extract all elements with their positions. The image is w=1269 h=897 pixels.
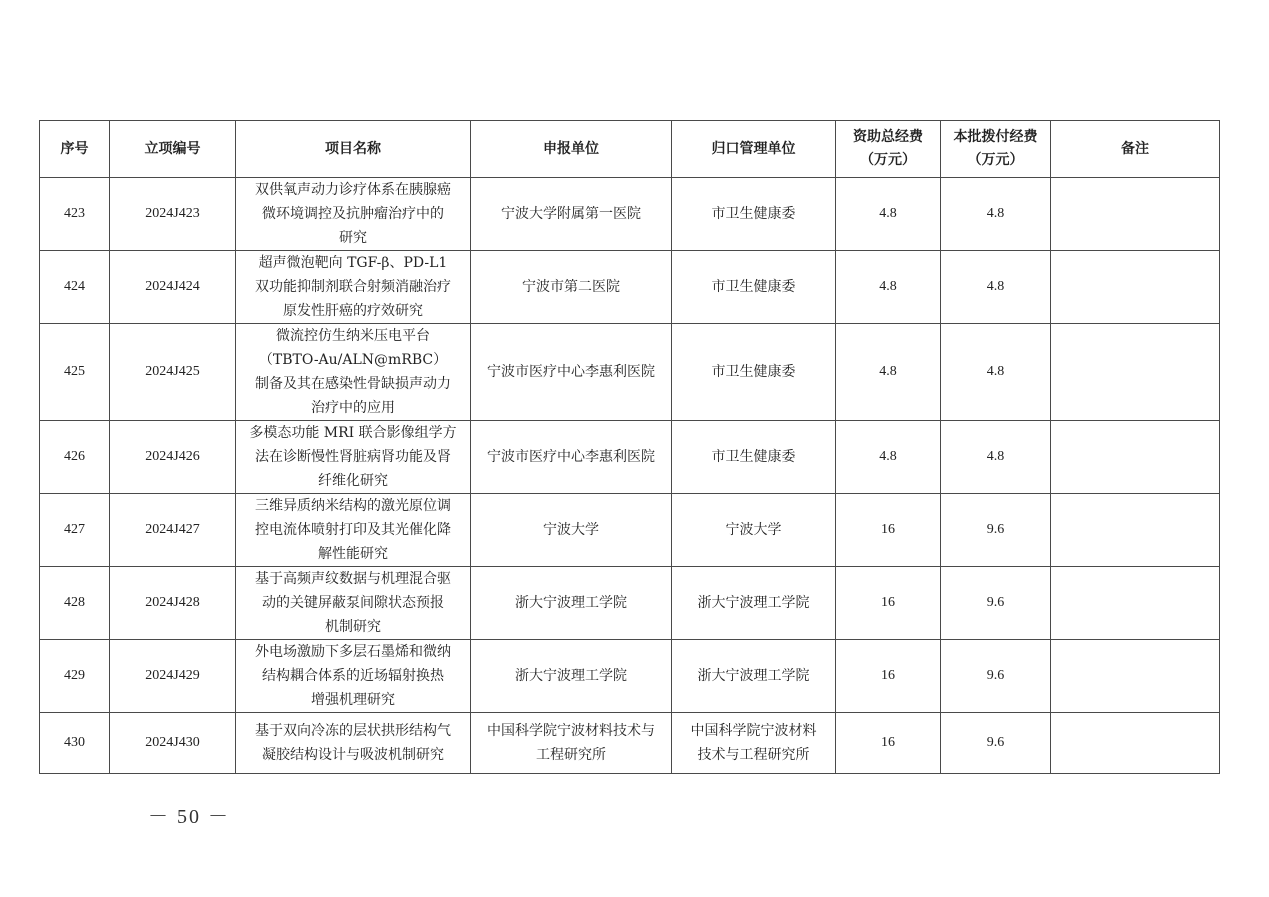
table-row <box>40 713 1220 774</box>
cell-index: 429 <box>40 640 110 713</box>
cell-total-funding: 16 <box>836 494 941 567</box>
cell-project-code: 2024J429 <box>110 640 236 713</box>
cell-project-name-line: 解性能研究 <box>318 546 388 562</box>
cell-batch-funding: 4.8 <box>941 178 1051 251</box>
table-row <box>40 251 1220 324</box>
cell-applicant-line: 宁波大学附属第一医院 <box>501 206 641 222</box>
cell-total-funding: 4.8 <box>836 178 941 251</box>
cell-project-name-line: （TBTO-Au/ALN@mRBC） <box>258 352 448 368</box>
table-row <box>40 567 1220 640</box>
cell-applicant-line: 中国科学院宁波材料技术与 <box>487 723 655 739</box>
cell-applicant-line: 工程研究所 <box>536 747 606 763</box>
header-total-funding-line1: 资助总经费 <box>853 129 923 145</box>
cell-project-name-line: 多模态功能 MRI 联合影像组学方 <box>249 425 457 441</box>
cell-total-funding: 4.8 <box>836 251 941 324</box>
cell-project-name-line: 法在诊断慢性肾脏病肾功能及肾 <box>255 449 451 465</box>
header-remarks: 备注 <box>1051 121 1220 178</box>
cell-admin-unit <box>672 324 836 421</box>
cell-project-code: 2024J423 <box>110 178 236 251</box>
cell-index: 423 <box>40 178 110 251</box>
cell-applicant-line: 宁波市第二医院 <box>522 279 620 295</box>
cell-total-funding: 4.8 <box>836 324 941 421</box>
cell-index: 427 <box>40 494 110 567</box>
cell-project-name <box>236 494 471 567</box>
cell-project-name-line: 微流控仿生纳米压电平台 <box>276 328 430 344</box>
cell-project-name <box>236 567 471 640</box>
cell-applicant-line: 宁波市医疗中心李惠利医院 <box>487 449 655 465</box>
cell-batch-funding: 9.6 <box>941 640 1051 713</box>
cell-admin-unit <box>672 494 836 567</box>
table-row <box>40 640 1220 713</box>
header-batch-funding <box>941 121 1051 178</box>
cell-admin-unit-line: 中国科学院宁波材料 <box>690 723 817 739</box>
cell-admin-unit-line: 浙大宁波理工学院 <box>697 595 810 611</box>
page-number: － 50 － <box>148 806 230 828</box>
cell-project-name <box>236 251 471 324</box>
cell-batch-funding: 9.6 <box>941 713 1051 774</box>
cell-remarks <box>1051 494 1220 567</box>
cell-remarks <box>1051 178 1220 251</box>
cell-batch-funding: 4.8 <box>941 324 1051 421</box>
cell-remarks <box>1051 713 1220 774</box>
cell-applicant <box>471 324 672 421</box>
cell-admin-unit-line: 宁波大学 <box>725 522 782 538</box>
cell-total-funding: 16 <box>836 640 941 713</box>
cell-admin-unit-line: 市卫生健康委 <box>711 364 796 380</box>
cell-project-name-line: 外电场激励下多层石墨烯和微纳 <box>255 644 451 660</box>
cell-applicant-line: 宁波市医疗中心李惠利医院 <box>487 364 655 380</box>
table-header-row <box>40 121 1220 178</box>
header-total-funding-line2: （万元） <box>860 152 916 168</box>
cell-project-name-line: 控电流体喷射打印及其光催化降 <box>255 522 451 538</box>
header-applicant: 申报单位 <box>471 121 672 178</box>
cell-applicant <box>471 421 672 494</box>
cell-applicant <box>471 494 672 567</box>
cell-remarks <box>1051 567 1220 640</box>
cell-project-name-line: 基于高频声纹数据与机理混合驱 <box>255 571 451 587</box>
cell-project-name-line: 纤维化研究 <box>318 473 388 489</box>
cell-admin-unit <box>672 713 836 774</box>
header-index: 序号 <box>40 121 110 178</box>
cell-admin-unit <box>672 251 836 324</box>
cell-applicant-line: 浙大宁波理工学院 <box>515 595 627 611</box>
cell-project-name-line: 微环境调控及抗肿瘤治疗中的 <box>262 206 444 222</box>
cell-batch-funding: 9.6 <box>941 494 1051 567</box>
cell-project-name-line: 超声微泡靶向 TGF-β、PD-L1 <box>258 255 448 271</box>
cell-project-name-line: 双供氧声动力诊疗体系在胰腺癌 <box>255 182 451 198</box>
cell-remarks <box>1051 421 1220 494</box>
cell-total-funding: 4.8 <box>836 421 941 494</box>
cell-project-code: 2024J428 <box>110 567 236 640</box>
cell-applicant-line: 浙大宁波理工学院 <box>515 668 627 684</box>
cell-project-name-line: 双功能抑制剂联合射频消融治疗 <box>255 279 451 295</box>
cell-admin-unit <box>672 567 836 640</box>
cell-admin-unit-line: 市卫生健康委 <box>711 449 796 465</box>
cell-project-name-line: 治疗中的应用 <box>311 400 395 416</box>
cell-project-name-line: 结构耦合体系的近场辐射换热 <box>262 668 444 684</box>
cell-admin-unit <box>672 421 836 494</box>
table-row <box>40 324 1220 421</box>
cell-applicant <box>471 178 672 251</box>
cell-project-name-line: 三维异质纳米结构的激光原位调 <box>255 498 451 514</box>
cell-applicant <box>471 251 672 324</box>
cell-project-name-line: 原发性肝癌的疗效研究 <box>283 303 423 319</box>
cell-admin-unit <box>672 640 836 713</box>
table-row <box>40 178 1220 251</box>
cell-index: 425 <box>40 324 110 421</box>
cell-project-name-line: 增强机理研究 <box>311 692 395 708</box>
cell-project-code: 2024J425 <box>110 324 236 421</box>
cell-project-name <box>236 324 471 421</box>
cell-total-funding: 16 <box>836 567 941 640</box>
cell-remarks <box>1051 324 1220 421</box>
cell-batch-funding: 4.8 <box>941 251 1051 324</box>
cell-project-name-line: 机制研究 <box>325 619 381 635</box>
cell-batch-funding: 9.6 <box>941 567 1051 640</box>
cell-index: 426 <box>40 421 110 494</box>
cell-project-code: 2024J424 <box>110 251 236 324</box>
cell-project-code: 2024J426 <box>110 421 236 494</box>
cell-project-code: 2024J427 <box>110 494 236 567</box>
cell-applicant <box>471 640 672 713</box>
cell-project-code: 2024J430 <box>110 713 236 774</box>
cell-project-name <box>236 640 471 713</box>
cell-index: 424 <box>40 251 110 324</box>
header-total-funding <box>836 121 941 178</box>
table-row <box>40 494 1220 567</box>
header-batch-funding-line2: （万元） <box>967 152 1024 168</box>
cell-index: 428 <box>40 567 110 640</box>
header-project-code: 立项编号 <box>110 121 236 178</box>
cell-project-name <box>236 178 471 251</box>
cell-admin-unit-line: 浙大宁波理工学院 <box>697 668 810 684</box>
cell-admin-unit <box>672 178 836 251</box>
cell-project-name-line: 研究 <box>339 230 367 246</box>
cell-project-name-line: 制备及其在感染性骨缺损声动力 <box>255 376 451 392</box>
cell-admin-unit-line: 市卫生健康委 <box>711 279 796 295</box>
cell-total-funding: 16 <box>836 713 941 774</box>
header-admin-unit: 归口管理单位 <box>672 121 836 178</box>
cell-project-name <box>236 421 471 494</box>
cell-applicant-line: 宁波大学 <box>543 522 599 538</box>
cell-project-name <box>236 713 471 774</box>
table-row <box>40 421 1220 494</box>
header-project-name: 项目名称 <box>236 121 471 178</box>
cell-applicant <box>471 567 672 640</box>
table-body <box>40 178 1220 774</box>
cell-project-name-line: 动的关键屏蔽泵间隙状态预报 <box>262 595 444 611</box>
header-batch-funding-line1: 本批拨付经费 <box>953 129 1038 145</box>
funding-table <box>39 120 1220 774</box>
cell-project-name-line: 凝胶结构设计与吸波机制研究 <box>262 747 444 763</box>
cell-index: 430 <box>40 713 110 774</box>
cell-admin-unit-line: 市卫生健康委 <box>711 206 796 222</box>
cell-remarks <box>1051 251 1220 324</box>
cell-applicant <box>471 713 672 774</box>
cell-project-name-line: 基于双向冷冻的层状拱形结构气 <box>255 723 451 739</box>
cell-batch-funding: 4.8 <box>941 421 1051 494</box>
cell-admin-unit-line: 技术与工程研究所 <box>697 747 810 763</box>
cell-remarks <box>1051 640 1220 713</box>
